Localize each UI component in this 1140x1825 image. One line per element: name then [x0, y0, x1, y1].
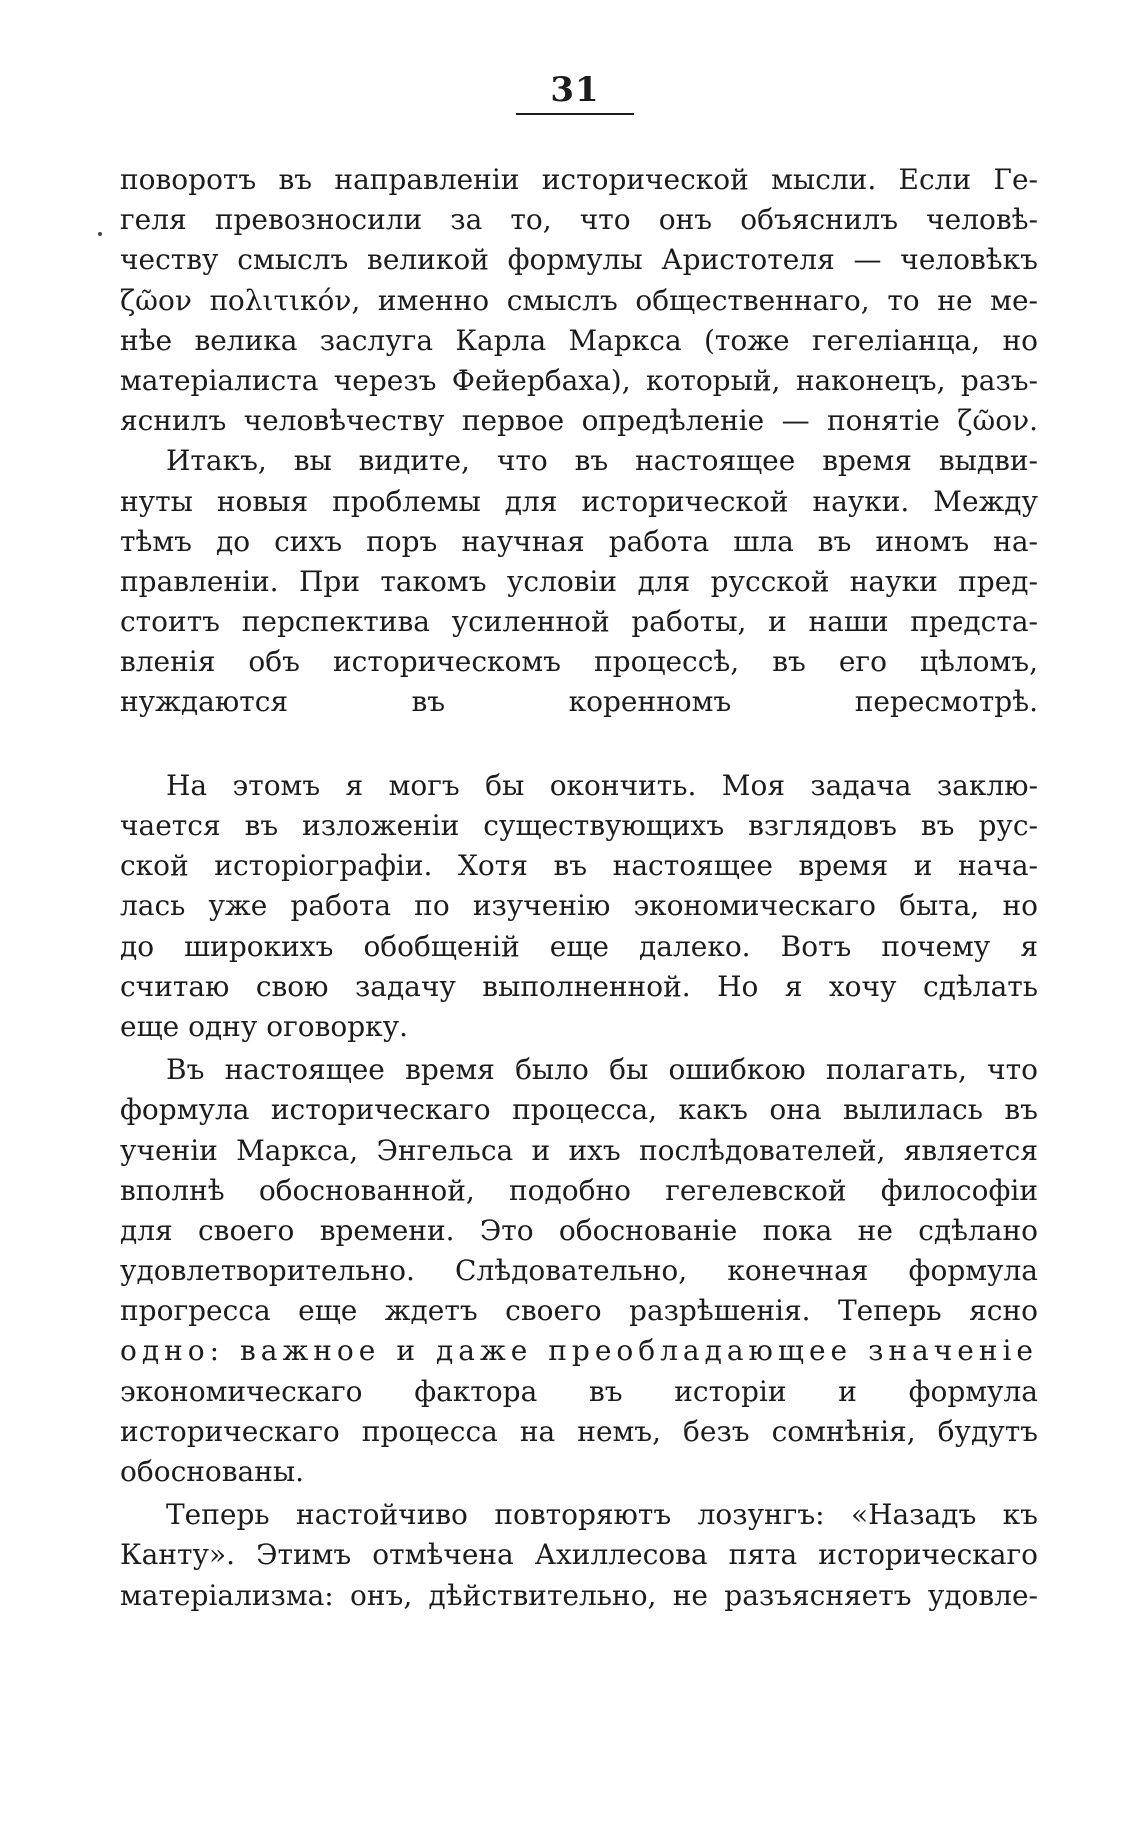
text-line: поворотъ въ направленіи исторической мысли. Если Ге- [120, 163, 1038, 196]
text-line: обоснованы. [120, 1455, 305, 1488]
text-line: ученіи Маркса, Энгельса и ихъ послѣдователей, является [120, 1133, 1038, 1167]
text-line: вленія объ историческомъ процессѣ, въ его цѣломъ, [120, 645, 1038, 679]
text-line: историческаго процесса на немъ, безъ сомнѣнія, будутъ [120, 1414, 1038, 1448]
text-line: На этомъ я могъ бы окончить. Моя задача заклю- [166, 768, 1038, 802]
text-line: геля превозносили за то, что онъ объяснилъ человѣ- [120, 203, 1038, 237]
text-line: Канту». Этимъ отмѣчена Ахиллесова пята историческаго [120, 1538, 1038, 1572]
text-line: Теперь настойчиво повторяютъ лозунгъ: «Назадъ къ [166, 1498, 1038, 1532]
text-line: нуты новыя проблемы для исторической науки. Между [120, 484, 1038, 518]
text-line: чается въ изложеніи существующихъ взглядовъ въ рус- [120, 809, 1038, 842]
paragraph [120, 441, 1038, 763]
text-line: матеріалиста черезъ Фейербаха), который, наконецъ, разъ- [120, 363, 1038, 397]
text-line: нѣе велика заслуга Карла Маркса (тоже гегеліанца, но [120, 323, 1038, 357]
page-number: 31 [550, 70, 600, 110]
text-line: для своего времени. Это обоснованіе пока не сдѣлано [120, 1213, 1038, 1247]
body-text [120, 160, 1038, 1616]
text-line: Итакъ, вы видите, что въ настоящее время выдви- [166, 444, 1038, 478]
text-line: ской исторіографіи. Хотя въ настоящее время и нача- [120, 849, 1038, 883]
text-line: до широкихъ обобщеній еще далеко. Вотъ почему я [120, 929, 1038, 963]
text-line: экономическаго фактора въ исторіи и формула [120, 1374, 1038, 1408]
margin-speck [98, 232, 102, 236]
text-line: еще одну оговорку. [120, 1009, 409, 1043]
text-line: стоитъ перспектива усиленной работы, и наши предста- [120, 605, 1038, 639]
text-line: считаю свою задачу выполненной. Но я хочу сдѣлать [120, 969, 1038, 1003]
text-line: одно: важное и даже преобладающее значеніе [120, 1334, 1038, 1368]
text-line: тѣмъ до сихъ поръ научная работа шла въ иномъ на- [120, 524, 1038, 558]
text-line: матеріализма: онъ, дѣйствительно, не разъясняетъ удовле- [120, 1578, 1038, 1612]
text-line: прогресса еще ждетъ своего разрѣшенія. Теперь ясно [120, 1294, 1038, 1328]
text-line: ζῶον πολιτικόν, именно смыслъ общественнаго, то не ме- [120, 283, 1038, 317]
text-line: лась уже работа по изученію экономическаго быта, но [120, 889, 1038, 923]
text-line: честву смыслъ великой формулы Аристотеля — человѣкъ [120, 243, 1038, 277]
text-line: Въ настоящее время было бы ошибкою полагать, что [166, 1053, 1038, 1087]
paragraph [120, 160, 1038, 441]
text-line: вполнѣ обоснованной, подобно гегелевской философіи [120, 1173, 1038, 1207]
text-line: правленіи. При такомъ условіи для русской науки пред- [120, 564, 1038, 598]
page-number-rule [516, 113, 634, 115]
text-line: удовлетворительно. Слѣдовательно, конечная формула [120, 1254, 1038, 1288]
text-line: яснилъ человѣчеству первое опредѣленіе — понятіе ζῶον. [120, 404, 1038, 438]
text-line [120, 723, 1038, 763]
paragraph [120, 1050, 1038, 1492]
text-line: формула историческаго процесса, какъ она вылилась въ [120, 1093, 1038, 1127]
paragraph [120, 766, 1038, 1047]
text-line: нуждаются въ коренномъ пересмотрѣ. [120, 685, 1038, 719]
paragraph [120, 1495, 1038, 1616]
